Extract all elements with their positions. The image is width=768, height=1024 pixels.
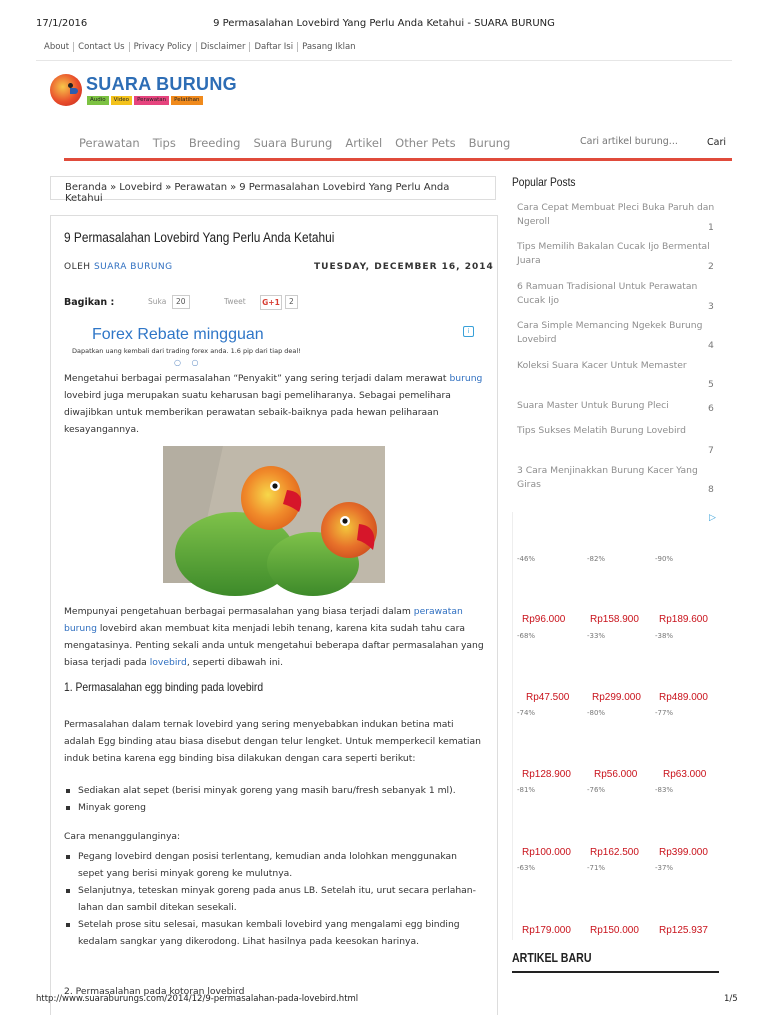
product-price[interactable]: Rp125.937 — [659, 925, 708, 936]
list-item: Setelah prose situ selesai, masukan kembali lovebird yang mengalami egg binding kedalam sangkar yang dikerodong. Lihat hasilnya pada keesokan harinya. — [64, 916, 484, 950]
like-count: 20 — [172, 295, 190, 309]
post-byline — [64, 262, 173, 272]
nav-perawatan[interactable]: Perawatan — [79, 136, 140, 150]
popular-post-3-num: 3 — [708, 301, 714, 312]
ad-info-icon[interactable]: i — [463, 326, 474, 337]
list-item: Minyak goreng — [64, 799, 484, 816]
logo-tag-audio: Audio — [87, 96, 109, 105]
top-divider — [36, 60, 732, 61]
list-item: Selanjutnya, teteskan minyak goreng pada anus LB. Setelah itu, urut secara perlahan-lahan dan sambil ditekan sesekali. — [64, 882, 484, 916]
top-nav-pasang-iklan[interactable]: Pasang Iklan — [302, 42, 356, 52]
nav-artikel[interactable]: Artikel — [345, 136, 383, 150]
like-button[interactable]: Suka — [148, 297, 167, 306]
popular-post-5[interactable]: Koleksi Suara Kacer Untuk Memaster — [517, 360, 687, 371]
product-price[interactable]: Rp47.500 — [526, 692, 570, 703]
discount-label: -83% — [655, 786, 674, 794]
product-price[interactable]: Rp56.000 — [594, 769, 638, 780]
by-label: OLEH — [64, 262, 91, 272]
popular-post-8[interactable]: 3 Cara Menjinakkan Burung Kacer Yang Giras — [517, 465, 698, 490]
logo-tags — [87, 96, 203, 105]
post-title: 9 Permasalahan Lovebird Yang Perlu Anda Ketahui — [64, 230, 335, 245]
breadcrumb-lovebird[interactable]: Lovebird — [119, 182, 163, 193]
search-input[interactable] — [580, 136, 700, 147]
top-nav-daftar-isi[interactable]: Daftar Isi — [250, 42, 298, 52]
tweet-button[interactable]: Tweet — [224, 297, 246, 306]
discount-label: -74% — [517, 709, 536, 717]
discount-label: -77% — [655, 709, 674, 717]
ad-title-link[interactable]: Forex Rebate mingguan — [92, 326, 264, 343]
top-nav — [40, 42, 360, 52]
discount-label: -38% — [655, 632, 674, 640]
nav-other-pets[interactable]: Other Pets — [395, 136, 456, 150]
popular-post-4-num: 4 — [708, 340, 714, 351]
popular-post-7-num: 7 — [708, 445, 714, 456]
nav-tips[interactable]: Tips — [152, 136, 176, 150]
product-price[interactable]: Rp158.900 — [590, 614, 639, 625]
artikel-baru-title: ARTIKEL BARU — [512, 951, 592, 965]
discount-label: -80% — [587, 709, 606, 717]
nav-burung[interactable]: Burung — [468, 136, 511, 150]
ad-description: Dapatkan uang kembali dari trading forex anda. 1.6 pip dari tiap deal! — [72, 347, 301, 355]
link-lovebird[interactable]: lovebird — [149, 657, 187, 668]
breadcrumb-current: 9 Permasalahan Lovebird Yang Perlu Anda Ketahui — [65, 182, 450, 204]
link-burung[interactable]: burung — [449, 373, 483, 384]
steps-list — [64, 848, 484, 950]
popular-post-7[interactable]: Tips Sukses Melatih Burung Lovebird — [517, 425, 687, 436]
print-page-number: 1/5 — [724, 994, 738, 1004]
popular-post-6[interactable]: Suara Master Untuk Burung Pleci — [517, 400, 669, 411]
discount-label: -46% — [517, 555, 536, 563]
product-price[interactable]: Rp489.000 — [659, 692, 708, 703]
popular-post-2-num: 2 — [708, 261, 714, 272]
popular-post-3[interactable]: 6 Ramuan Tradisional Untuk Perawatan Cucak Ijo — [517, 281, 698, 306]
section-heading-1: 1. Permasalahan egg binding pada lovebird — [64, 680, 264, 694]
logo-tag-perawatan: Perawatan — [134, 96, 169, 105]
logo-tag-pelatihan: Pelatihan — [171, 96, 202, 105]
popular-post-2[interactable]: Tips Memilih Bakalan Cucak Ijo Bermental Juara — [517, 241, 710, 266]
list-item: Pegang lovebird dengan posisi terlentang, kemudian anda lolohkan menggunakan sepet yang berisi minyak goreng ke mulutnya. — [64, 848, 484, 882]
discount-label: -82% — [587, 555, 606, 563]
post-paragraph-1: Mengetahui berbagai permasalahan “Penyakit” yang sering terjadi dalam merawat burung lovebird juga merupakan suatu keharusan bagi pemeliharanya. Sebagai pemelihara diwajibkan untuk memberikan perawatan sebaik-baiknya pada hewan peliharaan kesayangannya. — [64, 373, 483, 435]
ad-carousel-dots[interactable]: ○ ○ — [174, 358, 203, 367]
discount-label: -71% — [587, 864, 606, 872]
top-nav-about[interactable]: About — [40, 42, 74, 52]
nav-suara-burung[interactable]: Suara Burung — [253, 136, 333, 150]
cara-label: Cara menanggulanginya: — [64, 831, 181, 842]
print-page-title: 9 Permasalahan Lovebird Yang Perlu Anda Ketahui - SUARA BURUNG — [213, 18, 555, 29]
post-paragraph-3: Permasalahan dalam ternak lovebird yang sering menyebabkan indukan betina mati adalah Egg binding atau biasa disebut dengan telur lengket. Untuk memperkecil kematian induk betina karena egg binding bisa dilakukan dengan cara seperti berikut: — [64, 719, 481, 764]
print-date: 17/1/2016 — [36, 18, 88, 29]
search-button[interactable]: Cari — [707, 137, 726, 148]
gplus-count: 2 — [285, 295, 298, 309]
logo-bird-icon[interactable] — [50, 74, 82, 106]
link-perawatan-burung[interactable]: perawatan burung — [64, 606, 463, 634]
nav-accent-line — [64, 158, 732, 161]
post-author-link[interactable]: SUARA BURUNG — [93, 262, 173, 272]
popular-post-8-num: 8 — [708, 484, 714, 495]
site-logo-text[interactable]: SUARA BURUNG — [86, 74, 237, 94]
product-price[interactable]: Rp128.900 — [522, 769, 571, 780]
share-label: Bagikan : — [64, 297, 115, 308]
gplus-button[interactable]: G+1 — [260, 295, 282, 310]
top-nav-privacy[interactable]: Privacy Policy — [130, 42, 197, 52]
print-footer-url: http://www.suaraburungs.com/2014/12/9-permasalahan-pada-lovebird.html — [36, 994, 359, 1004]
popular-posts-title: Popular Posts — [512, 175, 576, 189]
discount-label: -33% — [587, 632, 606, 640]
product-price[interactable]: Rp399.000 — [659, 847, 708, 858]
discount-label: -81% — [517, 786, 536, 794]
section-heading-2-partial: 2. Permasalahan pada kotoran lovebird — [64, 986, 245, 997]
product-price[interactable]: Rp63.000 — [663, 769, 707, 780]
lovebird-photo — [163, 446, 385, 583]
product-price[interactable]: Rp96.000 — [522, 614, 566, 625]
supplies-list — [64, 782, 484, 816]
top-nav-contact[interactable]: Contact Us — [74, 42, 129, 52]
breadcrumb-perawatan[interactable]: Perawatan — [174, 182, 228, 193]
discount-label: -68% — [517, 632, 536, 640]
product-price[interactable]: Rp162.500 — [590, 847, 639, 858]
breadcrumb: Beranda » Lovebird » Perawatan » 9 Permasalahan Lovebird Yang Perlu Anda Ketahui — [50, 176, 496, 200]
nav-breeding[interactable]: Breeding — [188, 136, 241, 150]
product-price[interactable]: Rp179.000 — [522, 925, 571, 936]
product-price[interactable]: Rp299.000 — [592, 692, 641, 703]
adchoices-icon[interactable]: ▷ — [709, 513, 716, 523]
popular-post-5-num: 5 — [708, 379, 714, 390]
popular-post-4[interactable]: Cara Simple Memancing Ngekek Burung Lovebird — [517, 320, 703, 345]
product-ad-box[interactable] — [512, 512, 721, 940]
breadcrumb-home[interactable]: Beranda — [65, 182, 108, 193]
popular-post-6-num: 6 — [708, 403, 714, 414]
product-price[interactable]: Rp150.000 — [590, 925, 639, 936]
top-nav-disclaimer[interactable]: Disclaimer — [197, 42, 251, 52]
popular-post-1-num: 1 — [708, 222, 714, 233]
discount-label: -37% — [655, 864, 674, 872]
product-price[interactable]: Rp100.000 — [522, 847, 571, 858]
product-price[interactable]: Rp189.600 — [659, 614, 708, 625]
post-paragraph-2: Mempunyai pengetahuan berbagai permasalahan yang biasa terjadi dalam perawatan burung lovebird akan membuat kita menjadi lebih tenang, karena kita sudah tahu cara mengatasinya. Penting sekali anda untuk mengetahui beberapa daftar permasalahan yang biasa terjadi pada lovebird, seperti dibawah ini. — [64, 606, 484, 668]
popular-post-1[interactable]: Cara Cepat Membuat Pleci Buka Paruh dan Ngeroll — [517, 202, 715, 227]
discount-label: -90% — [655, 555, 674, 563]
list-item: Sediakan alat sepet (berisi minyak goreng yang masih baru/fresh sebanyak 1 ml). — [64, 782, 484, 799]
post-date: TUESDAY, DECEMBER 16, 2014 — [314, 262, 494, 272]
main-nav — [79, 136, 523, 150]
discount-label: -63% — [517, 864, 536, 872]
discount-label: -76% — [587, 786, 606, 794]
logo-tag-video: Video — [111, 96, 132, 105]
artikel-baru-underline — [512, 971, 719, 973]
